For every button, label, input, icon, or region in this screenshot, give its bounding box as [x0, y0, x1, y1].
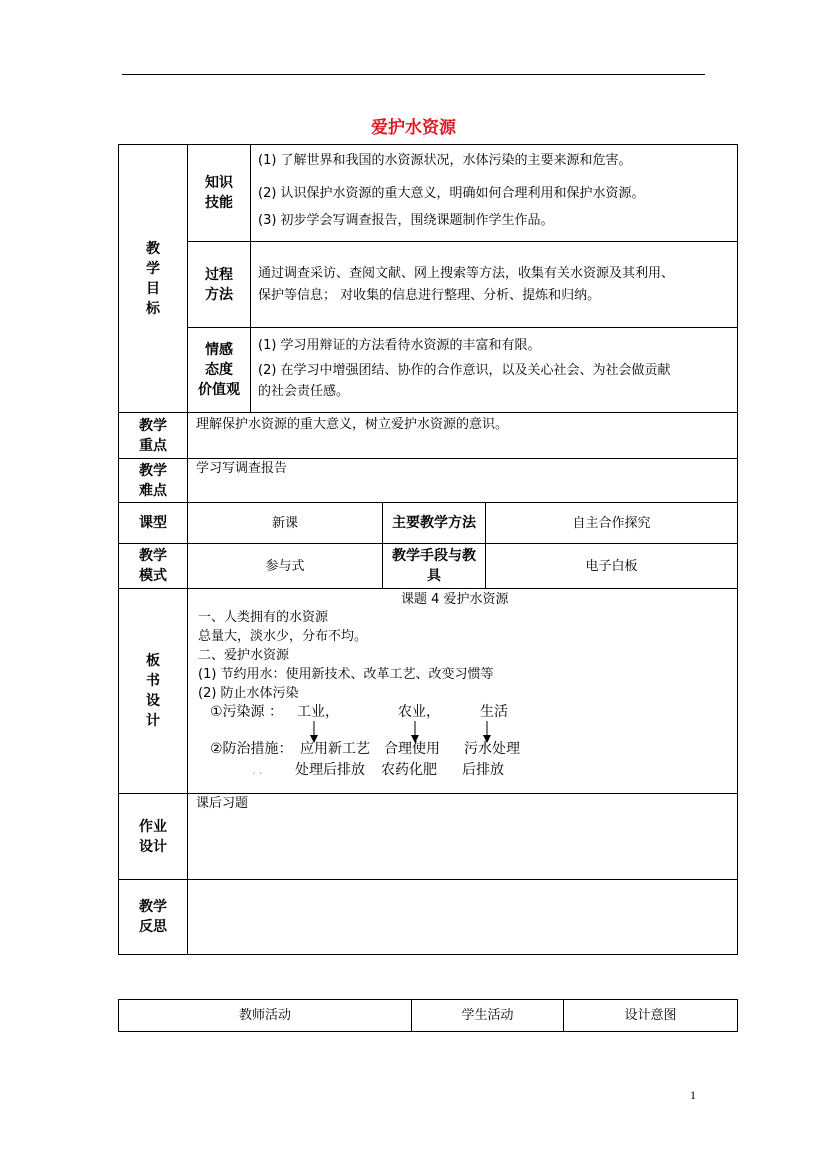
student-activity-header: 学生活动: [411, 999, 564, 1032]
emotion-label: 情感 态度 价值观: [187, 327, 251, 413]
reflection-content: [187, 879, 738, 955]
lesson-type-label: 课型: [118, 502, 188, 544]
source-life: 生活: [480, 704, 508, 720]
source-agriculture: 农业，: [398, 704, 440, 720]
source-industry: 工业，: [297, 704, 339, 720]
knowledge-label: 知识 技能: [187, 144, 251, 242]
page-number: 1: [690, 1088, 696, 1102]
key-point-label: 教学 重点: [118, 412, 188, 459]
header-rule: [122, 74, 705, 75]
key-point-content: 理解保护水资源的重大意义，树立爱护水资源的意识。: [187, 412, 738, 459]
reflection-label: 教学 反思: [118, 879, 188, 955]
mode-label: 教学 模式: [118, 543, 188, 589]
board-label: 板 书 设 计: [118, 588, 188, 794]
flow-arrows: [188, 589, 739, 795]
homework-label: 作业 设计: [118, 793, 188, 880]
measure-label: ②防治措施：: [210, 741, 293, 757]
pollution-label: ①污染源 ：: [210, 704, 284, 720]
teaching-method-value: 自主合作探究: [485, 502, 738, 544]
teaching-method-label: 主要教学方法: [382, 502, 486, 544]
stray-dots: . .: [252, 764, 263, 777]
board-content: 课题 4 爱护水资源 一、人类拥有的水资源 总量大，淡水少，分布不均。 二、爱护水资源 (1) 节约用水：使用新技术、改革工艺、改变习惯等 (2) 防止水体污染 ①污染源 ： 工业， 农业， 生活 ②防治措施： 应用新工艺 合理使用 污水处理 . . 处理后排放 农药化肥 后排放: [187, 588, 738, 794]
page-title: 爱护水资源: [371, 118, 456, 138]
difficulty-content: 学习写调查报告: [187, 458, 738, 503]
process-content: 通过调查采访、查阅文献、网上搜索等方法，收集有关水资源及其利用、 保护等信息； 对收集的信息进行整理、分析、提炼和归纳。: [250, 241, 738, 328]
teaching-means-label: 教学手段与教 具: [382, 543, 486, 589]
lesson-type-value: 新课: [187, 502, 383, 544]
design-intent-header: 设计意图: [563, 999, 738, 1032]
board-heading: 课题 4 爱护水资源: [401, 592, 509, 607]
difficulty-label: 教学 难点: [118, 458, 188, 503]
goals-label: 教 学 目 标: [118, 144, 188, 413]
teacher-activity-header: 教师活动: [118, 999, 412, 1032]
process-label: 过程 方法: [187, 241, 251, 328]
teaching-means-value: 电子白板: [485, 543, 738, 589]
knowledge-content: (1) 了解世界和我国的水资源状况，水体污染的主要来源和危害。 (2) 认识保护水资源的重大意义，明确如何合理利用和保护水资源。 (3) 初步学会写调查报告，围绕课题制作学生作品。: [250, 144, 738, 242]
emotion-content: (1) 学习用辩证的方法看待水资源的丰富和有限。 (2) 在学习中增强团结、协作的合作意识，以及关心社会、为社会做贡献 的社会责任感。: [250, 327, 738, 413]
homework-content: 课后习题: [187, 793, 738, 880]
mode-value: 参与式: [187, 543, 383, 589]
